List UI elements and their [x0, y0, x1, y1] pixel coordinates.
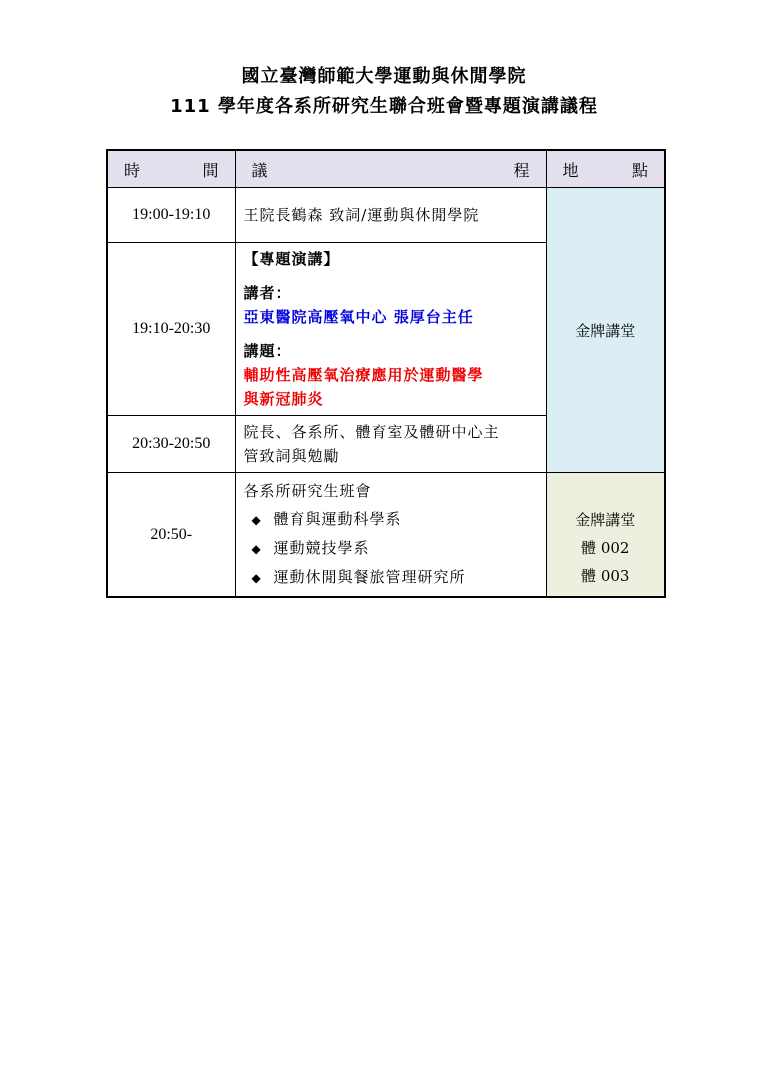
agenda-header: 議 程	[235, 150, 546, 188]
page-title: 國立臺灣師範大學運動與休閒學院	[241, 66, 527, 87]
diamond-icon: ◆	[251, 571, 262, 585]
place-header: 地 點	[546, 150, 665, 188]
topic-label: 講題：	[243, 342, 292, 360]
agenda-line-2: 管致詞與勉勵	[243, 447, 340, 465]
place-line: 體 003	[581, 566, 630, 585]
agenda-title: 各系所研究生班會	[243, 482, 372, 500]
speaker-name: 亞東醫院高壓氧中心 張厚台主任	[243, 308, 474, 326]
time-cell: 19:10-20:30	[107, 243, 235, 416]
list-item: ◆ 體育與運動科學系	[244, 505, 538, 534]
time-cell: 19:00-19:10	[107, 188, 235, 243]
topic-line-2: 與新冠肺炎	[243, 390, 324, 408]
agenda-cell	[235, 416, 546, 473]
list-item: ◆ 運動休閒與餐旅管理研究所	[244, 563, 538, 592]
place-line: 體 002	[581, 538, 630, 557]
place-line: 金牌講堂	[575, 510, 636, 529]
agenda-line-1: 院長、各系所、體育室及體研中心主	[243, 423, 500, 441]
agenda-table	[106, 149, 666, 598]
diamond-icon: ◆	[251, 513, 262, 527]
agenda-cell: 王院長鶴森 致詞/運動與休閒學院	[235, 188, 546, 243]
section-label: 【專題演講】	[243, 250, 340, 268]
list-item: ◆ 運動競技學系	[244, 534, 538, 563]
table-row	[107, 188, 665, 243]
agenda-cell	[235, 473, 546, 598]
table-row	[107, 473, 665, 598]
keynote-cell	[235, 243, 546, 416]
page-subtitle: 111 學年度各系所研究生聯合班會暨專題演講議程	[170, 96, 598, 117]
time-header: 時 間	[107, 150, 235, 188]
header-row	[107, 150, 665, 188]
time-cell: 20:50-	[107, 473, 235, 598]
place-cell: 金牌講堂	[546, 188, 665, 473]
place-cell	[546, 473, 665, 598]
speaker-label: 講者：	[243, 284, 292, 302]
diamond-icon: ◆	[251, 542, 262, 556]
time-cell: 20:30-20:50	[107, 416, 235, 473]
topic-line-1: 輔助性高壓氧治療應用於運動醫學	[243, 366, 484, 384]
